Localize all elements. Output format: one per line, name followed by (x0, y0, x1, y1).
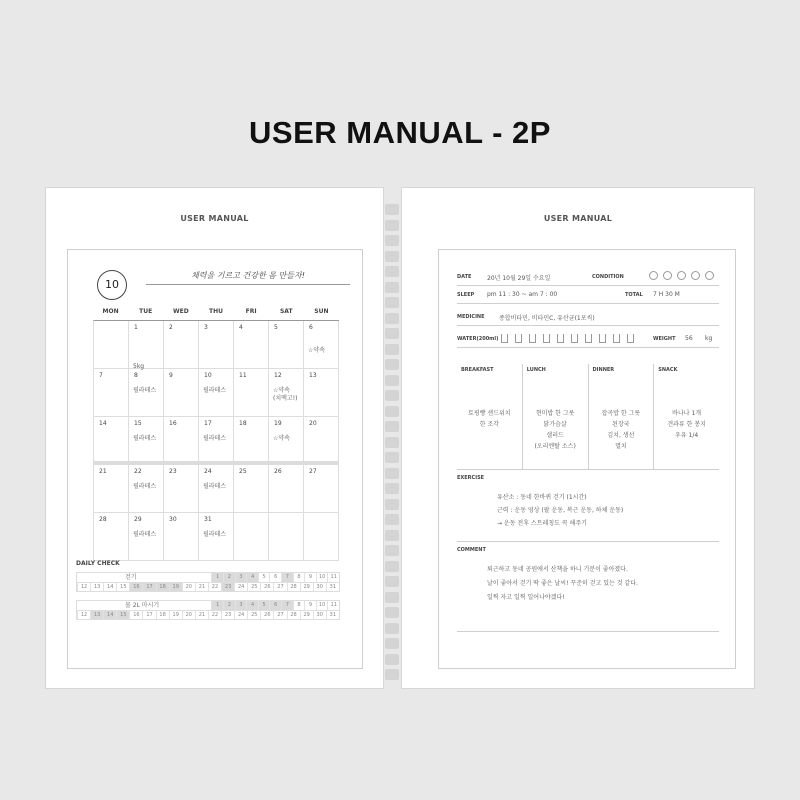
right-page (401, 187, 755, 689)
habit-day-box[interactable]: 25 (247, 611, 260, 619)
habit-day-box[interactable]: 28 (287, 583, 300, 591)
habit-day-box[interactable]: 22 (208, 583, 221, 591)
binding-ring (385, 514, 399, 525)
calendar-day-cell[interactable] (94, 369, 129, 416)
habit-day-box[interactable]: 23 (221, 611, 234, 619)
weight-unit: kg (705, 335, 713, 342)
meal-food: 현미밥 한 그릇 닭가슴살 샐러드 (오리엔탈 소스) (534, 410, 576, 450)
binding-ring (385, 406, 399, 417)
page-title: USER MANUAL - 2P (249, 115, 551, 150)
calendar-frame (67, 249, 363, 669)
weekday-label: SAT (279, 308, 293, 315)
calendar-day-cell[interactable] (164, 321, 199, 368)
month-goal: 체력을 기르고 건강한 몸 만들자! (146, 270, 350, 285)
day-number: 18 (239, 420, 247, 427)
habit-day-box[interactable]: 8 (293, 601, 305, 610)
calendar-week (94, 321, 339, 369)
calendar-day-cell[interactable] (164, 369, 199, 416)
habit-row-top (76, 572, 340, 582)
calendar-day-cell[interactable] (164, 465, 199, 512)
day-number: 30 (169, 516, 177, 523)
calendar-day-cell[interactable] (269, 465, 304, 512)
date-row (457, 268, 719, 286)
meal-column (653, 364, 719, 469)
habit-day-box[interactable]: 8 (293, 573, 305, 582)
habit-day-box[interactable]: 12 (77, 611, 90, 619)
habit-name: 물 2L 마시기 (125, 602, 160, 609)
habit-day-box[interactable]: 4 (246, 601, 258, 610)
day-number: 3 (204, 324, 208, 331)
habit-day-box[interactable]: 31 (326, 583, 339, 591)
habit-day-box[interactable]: 16 (129, 583, 142, 591)
calendar-day-cell[interactable] (199, 513, 234, 560)
comment-line: 퇴근하고 동네 공원에서 산책을 하니 기분이 좋아졌다. (487, 566, 628, 573)
meal-column (522, 364, 588, 469)
day-number: 19 (274, 420, 282, 427)
binding-ring (385, 266, 399, 277)
binding-ring (385, 375, 399, 386)
calendar-day-cell[interactable] (199, 417, 234, 461)
habit-row-top (76, 600, 340, 610)
day-number: 28 (99, 516, 107, 523)
habit-tracker (76, 572, 340, 592)
habit-day-box[interactable]: 22 (208, 611, 221, 619)
habit-day-box[interactable]: 1 (211, 601, 223, 610)
day-number: 26 (274, 468, 282, 475)
binding-ring (385, 654, 399, 665)
calendar-day-cell[interactable] (234, 369, 269, 416)
condition-face-icon (705, 271, 714, 280)
day-note: 필라테스 (133, 387, 157, 394)
comment-label: COMMENT (457, 547, 486, 553)
calendar-day-cell[interactable] (129, 465, 164, 512)
habit-day-box[interactable]: 3 (235, 601, 247, 610)
water-cup-icon[interactable] (585, 334, 592, 343)
calendar-day-cell[interactable] (129, 513, 164, 560)
habit-day-box[interactable]: 31 (326, 611, 339, 619)
habit-name: 걷기 (125, 574, 137, 581)
day-number: 25 (239, 468, 247, 475)
water-row (457, 330, 719, 348)
habit-day-box[interactable]: 9 (304, 601, 316, 610)
binding-ring (385, 452, 399, 463)
binding-ring (385, 220, 399, 231)
day-number: 15 (134, 420, 142, 427)
habit-day-box[interactable]: 18 (156, 611, 169, 619)
meal-food: 바나나 1개 견과류 한 봉지 우유 1/4 (667, 410, 706, 439)
water-cup-icon[interactable] (599, 334, 606, 343)
habit-day-box[interactable]: 15 (116, 583, 129, 591)
habit-day-box[interactable]: 1 (211, 573, 223, 582)
binding-ring (385, 576, 399, 587)
meal-label: DINNER (592, 367, 615, 373)
habit-day-box[interactable]: 2 (223, 601, 235, 610)
day-number: 7 (99, 372, 103, 379)
habit-day-box[interactable]: 4 (246, 573, 258, 582)
weekday-label: SUN (314, 308, 329, 315)
habit-day-box[interactable]: 27 (273, 583, 286, 591)
day-note: 필라테스 (203, 483, 227, 490)
day-number: 14 (99, 420, 107, 427)
habit-day-box[interactable]: 26 (260, 611, 273, 619)
binding-ring (385, 282, 399, 293)
sleep-row (457, 286, 719, 304)
total-value: 7 H 30 M (653, 291, 680, 298)
day-number: 9 (169, 372, 173, 379)
habit-day-box[interactable]: 30 (313, 583, 326, 591)
meal-label: SNACK (658, 367, 678, 373)
water-cup-icon[interactable] (557, 334, 564, 343)
calendar-day-cell[interactable] (129, 369, 164, 416)
weight-label: WEIGHT (653, 336, 676, 342)
exercise-line: 근력 : 운동 영상 (팔 운동, 복근 운동, 하체 운동) (497, 507, 624, 514)
water-cup-icon[interactable] (571, 334, 578, 343)
day-number: 13 (309, 372, 317, 379)
binding-ring (385, 561, 399, 572)
day-number: 29 (134, 516, 142, 523)
day-number: 11 (239, 372, 247, 379)
day-number: 27 (309, 468, 317, 475)
daily-check-label: DAILY CHECK (76, 560, 120, 567)
water-cup-icon[interactable] (627, 334, 634, 343)
binding-ring (385, 313, 399, 324)
binding-ring (385, 235, 399, 246)
day-number: 5 (274, 324, 278, 331)
day-note: 5kg (133, 363, 145, 370)
left-page (45, 187, 384, 689)
water-cup-icon[interactable] (613, 334, 620, 343)
exercise-label: EXERCISE (457, 475, 485, 481)
calendar-day-cell[interactable] (199, 369, 234, 416)
day-note: 필라테스 (133, 435, 157, 442)
calendar-day-cell[interactable] (129, 417, 164, 461)
habit-day-box[interactable]: 13 (90, 611, 103, 619)
condition-face-icon (649, 271, 658, 280)
day-number: 20 (309, 420, 317, 427)
meal-label: LUNCH (526, 367, 546, 373)
habit-day-box[interactable]: 30 (313, 611, 326, 619)
day-note: ☆약속 (273, 435, 290, 442)
weekday-header (93, 308, 339, 320)
day-number: 1 (134, 324, 138, 331)
habit-day-box[interactable]: 12 (77, 583, 90, 591)
exercise-line: 유산소 : 동네 한바퀴 걷기 (1시간) (497, 494, 587, 501)
calendar-week (94, 513, 339, 561)
water-cup-icon[interactable] (515, 334, 522, 343)
binding-ring (385, 251, 399, 262)
day-note: 필라테스 (203, 435, 227, 442)
meal-column (457, 364, 522, 469)
weekday-label: TUE (139, 308, 153, 315)
calendar-day-cell[interactable] (129, 321, 164, 368)
month-number: 10 (97, 270, 127, 300)
water-label: WATER(200ml) (457, 336, 499, 342)
date-label: DATE (457, 274, 472, 280)
daily-planner-frame (438, 249, 736, 669)
total-label: TOTAL (625, 292, 643, 298)
habit-day-box[interactable]: 16 (129, 611, 142, 619)
comment-section (457, 544, 719, 632)
calendar-day-cell[interactable] (164, 417, 199, 461)
calendar-day-cell[interactable] (199, 465, 234, 512)
habit-day-box[interactable]: 11 (327, 573, 339, 582)
habit-day-box[interactable]: 18 (156, 583, 169, 591)
calendar-week (94, 465, 339, 513)
habit-day-box[interactable]: 24 (234, 583, 247, 591)
habit-row-bottom (76, 610, 340, 620)
habit-day-box[interactable]: 7 (281, 573, 293, 582)
medicine-row (457, 308, 719, 326)
binding-ring (385, 359, 399, 370)
day-note: ☆약속 (308, 347, 325, 354)
calendar-day-cell[interactable] (269, 417, 304, 461)
calendar-day-cell[interactable] (234, 465, 269, 512)
medicine-value: 종합비타민, 비타민C, 유산균(1포씩) (499, 315, 595, 322)
day-number: 8 (134, 372, 138, 379)
calendar-day-cell[interactable] (304, 369, 339, 416)
medicine-label: MEDICINE (457, 314, 485, 320)
weight-value: 56 (685, 335, 693, 342)
habit-day-box[interactable]: 6 (269, 601, 281, 610)
binding-ring (385, 623, 399, 634)
habit-day-box[interactable]: 26 (260, 583, 273, 591)
day-note: 필라테스 (203, 531, 227, 538)
habit-day-box[interactable]: 20 (182, 583, 195, 591)
habit-day-box[interactable]: 10 (316, 573, 328, 582)
habit-day-box[interactable]: 14 (103, 611, 116, 619)
day-number: 23 (169, 468, 177, 475)
habit-day-box[interactable]: 24 (234, 611, 247, 619)
habit-day-box[interactable]: 9 (304, 573, 316, 582)
binding-ring (385, 669, 399, 680)
habit-day-box[interactable]: 11 (327, 601, 339, 610)
calendar-day-cell[interactable] (94, 513, 129, 560)
meals-section (457, 364, 719, 470)
calendar-day-cell[interactable] (269, 369, 304, 416)
habit-day-box[interactable]: 3 (235, 573, 247, 582)
calendar-day-cell[interactable] (269, 321, 304, 368)
habit-day-box[interactable]: 5 (258, 573, 270, 582)
habit-day-box[interactable]: 7 (281, 601, 293, 610)
right-page-header: USER MANUAL (543, 214, 613, 223)
binding-ring (385, 204, 399, 215)
calendar-day-cell[interactable] (234, 417, 269, 461)
binding-ring (385, 328, 399, 339)
habit-day-box[interactable]: 6 (269, 573, 281, 582)
calendar-day-cell[interactable] (304, 321, 339, 368)
calendar-grid (93, 320, 339, 561)
binding-ring (385, 545, 399, 556)
calendar-week (94, 417, 339, 465)
habit-day-box[interactable]: 27 (273, 611, 286, 619)
binding-ring (385, 297, 399, 308)
binding-ring (385, 344, 399, 355)
habit-day-box[interactable]: 28 (287, 611, 300, 619)
binding-ring (385, 468, 399, 479)
day-note: 필라테스 (133, 531, 157, 538)
water-cup-icon[interactable] (543, 334, 550, 343)
date-value: 20년 10월 29일 수요일 (487, 275, 551, 282)
binding-ring (385, 592, 399, 603)
day-note: 필라테스 (203, 387, 227, 394)
calendar-day-cell[interactable] (269, 513, 304, 560)
calendar-day-cell[interactable] (234, 513, 269, 560)
habit-day-box[interactable]: 21 (195, 611, 208, 619)
weekday-label: THU (208, 308, 223, 315)
calendar-day-cell[interactable] (234, 321, 269, 368)
calendar-day-cell[interactable] (94, 465, 129, 512)
habit-day-box[interactable]: 29 (300, 611, 313, 619)
day-number: 21 (99, 468, 107, 475)
day-number: 10 (204, 372, 212, 379)
calendar-week (94, 369, 339, 417)
day-note: 필라테스 (133, 483, 157, 490)
condition-label: CONDITION (592, 274, 624, 280)
water-cup-icon[interactable] (529, 334, 536, 343)
condition-face-icon (691, 271, 700, 280)
calendar-day-cell[interactable] (304, 513, 339, 560)
day-number: 4 (239, 324, 243, 331)
habit-row-bottom (76, 582, 340, 592)
calendar-day-cell[interactable] (164, 513, 199, 560)
meal-food: 잡곡밥 한 그릇 된장국 김치, 생선 멸치 (601, 410, 641, 450)
binding-ring (385, 390, 399, 401)
comment-line: 일찍 자고 일찍 일어나야겠다! (487, 594, 565, 601)
calendar-day-cell[interactable] (94, 417, 129, 461)
binding-ring (385, 499, 399, 510)
habit-day-box[interactable]: 19 (169, 611, 182, 619)
meal-label: BREAKFAST (461, 367, 494, 373)
binding-ring (385, 437, 399, 448)
habit-day-box[interactable]: 17 (142, 611, 155, 619)
binding-ring (385, 483, 399, 494)
comment-line: 날이 좋아서 걷기 딱 좋은 날씨! 꾸준히 걷고 있는 것 같다. (487, 580, 638, 587)
day-number: 22 (134, 468, 142, 475)
habit-day-box[interactable]: 25 (247, 583, 260, 591)
calendar-day-cell[interactable] (304, 465, 339, 512)
day-number: 2 (169, 324, 173, 331)
binding-ring (385, 530, 399, 541)
day-number: 24 (204, 468, 212, 475)
day-number: 16 (169, 420, 177, 427)
habit-day-box[interactable]: 13 (90, 583, 103, 591)
habit-day-box[interactable]: 17 (142, 583, 155, 591)
exercise-section (457, 472, 719, 542)
meal-food: 토핑빵 샌드위치 한 조각 (468, 410, 511, 428)
habit-day-box[interactable]: 29 (300, 583, 313, 591)
left-page-header: USER MANUAL (180, 214, 249, 223)
exercise-line: → 운동 전후 스트레칭도 꼭 해주기 (497, 520, 587, 527)
water-cup-icon[interactable] (501, 334, 508, 343)
habit-day-box[interactable]: 5 (258, 601, 270, 610)
binding-ring (385, 607, 399, 618)
calendar-day-cell[interactable] (199, 321, 234, 368)
meal-column (588, 364, 654, 469)
day-number: 12 (274, 372, 282, 379)
binding-ring (385, 638, 399, 649)
habit-day-box[interactable]: 19 (169, 583, 182, 591)
weekday-label: WED (173, 308, 189, 315)
weekday-label: MON (102, 308, 119, 315)
day-number: 6 (309, 324, 313, 331)
habit-day-box[interactable]: 14 (103, 583, 116, 591)
sleep-label: SLEEP (457, 292, 475, 298)
habit-day-box[interactable]: 23 (221, 583, 234, 591)
habit-day-box[interactable]: 20 (182, 611, 195, 619)
habit-tracker (76, 600, 340, 620)
weekday-label: FRI (245, 308, 257, 315)
condition-face-icon (663, 271, 672, 280)
day-number: 31 (204, 516, 212, 523)
calendar-day-cell[interactable] (94, 321, 129, 368)
sleep-value: pm 11 : 30 ~ am 7 : 00 (487, 291, 558, 298)
habit-day-box[interactable]: 2 (223, 573, 235, 582)
binding-ring (385, 421, 399, 432)
calendar-day-cell[interactable] (304, 417, 339, 461)
monthly-calendar (93, 308, 339, 561)
habit-day-box[interactable]: 10 (316, 601, 328, 610)
day-number: 17 (204, 420, 212, 427)
day-note: ☆약속 (치맥고!) (273, 387, 298, 402)
habit-day-box[interactable]: 21 (195, 583, 208, 591)
condition-face-icon (677, 271, 686, 280)
habit-day-box[interactable]: 15 (116, 611, 129, 619)
